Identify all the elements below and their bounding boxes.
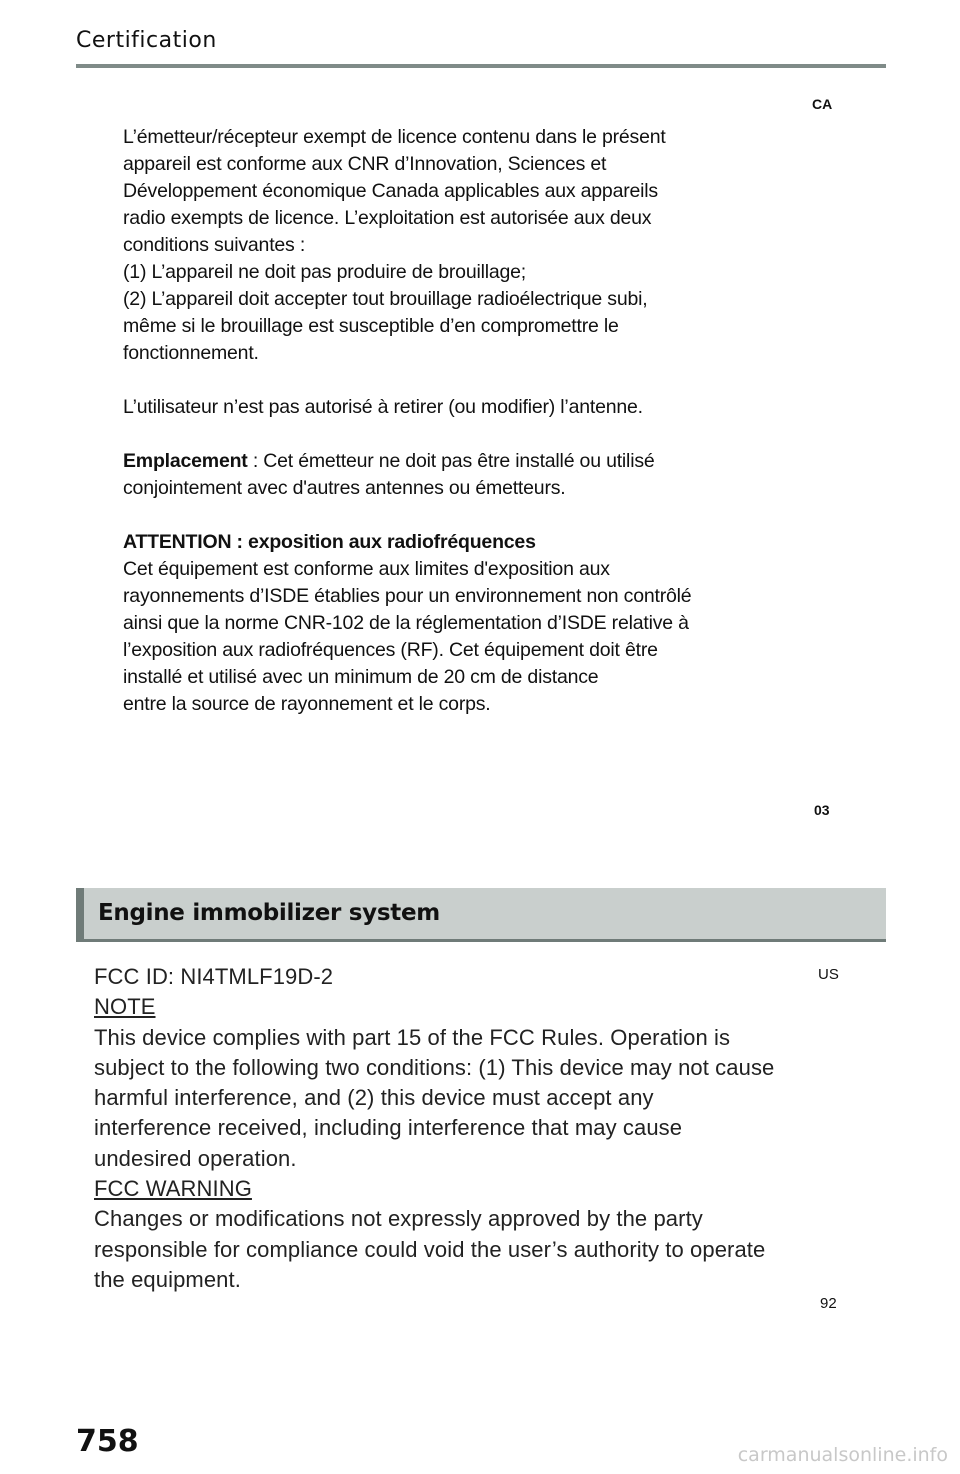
section-divider xyxy=(76,939,886,942)
notice-line: l’exposition aux radiofréquences (RF). Cet équipement doit être xyxy=(123,639,658,661)
notice-line: fonctionnement. xyxy=(123,342,259,364)
section-accent xyxy=(76,888,84,942)
attention-heading-text: ATTENTION : exposition aux radiofréquences xyxy=(123,531,536,553)
notice-line: L’émetteur/récepteur exempt de licence contenu dans le présent xyxy=(123,126,666,148)
placement-notice xyxy=(123,448,783,475)
header-divider xyxy=(76,64,886,68)
region-code-ca: CA xyxy=(812,96,833,112)
notice-line: responsible for compliance could void the user’s authority to operate xyxy=(94,1236,766,1262)
notice-line: (1) L’appareil ne doit pas produire de brouillage; xyxy=(123,261,527,283)
notice-line: ainsi que la norme CNR-102 de la réglementation d’ISDE relative à xyxy=(123,612,689,634)
page-header-title: Certification xyxy=(76,28,217,53)
notice-line: rayonnements d’ISDE établies pour un environnement non contrôlé xyxy=(123,585,692,607)
placement-label: Emplacement xyxy=(123,450,248,472)
attention-heading xyxy=(123,529,783,556)
notice-line: radio exempts de licence. L’exploitation est autorisée aux deux xyxy=(123,207,652,229)
notice-line: conditions suivantes : xyxy=(123,234,306,256)
notice-line: Cet équipement est conforme aux limites d'exposition aux xyxy=(123,558,610,580)
section-header xyxy=(76,888,886,942)
notice-line: the equipment. xyxy=(94,1266,241,1292)
notice-line: This device complies with part 15 of the FCC Rules. Operation is xyxy=(94,1024,731,1050)
notice-line: Changes or modifications not expressly approved by the party xyxy=(94,1206,703,1232)
label-code-03: 03 xyxy=(814,802,830,818)
notice-line: interference received, including interference that may cause xyxy=(94,1115,683,1141)
region-code-us: US xyxy=(818,966,839,983)
label-code-92: 92 xyxy=(820,1295,837,1312)
notice-line: harmful interference, and (2) this device must accept any xyxy=(94,1085,654,1111)
fcc-id: FCC ID: NI4TMLF19D-2 xyxy=(94,964,334,989)
notice-line: (2) L’appareil doit accepter tout brouillage radioélectrique subi, xyxy=(123,288,648,310)
watermark-text: carmanualsonline.info xyxy=(737,1444,948,1466)
french-certification-notice xyxy=(123,124,783,718)
placement-text: : Cet émetteur ne doit pas être installé ou utilisé xyxy=(247,450,655,472)
section-title: Engine immobilizer system xyxy=(98,900,440,926)
fcc-notice xyxy=(94,962,814,1295)
antenna-notice: L’utilisateur n’est pas autorisé à retirer (ou modifier) l’antenne. xyxy=(123,396,643,418)
notice-line: installé et utilisé avec un minimum de 20 cm de distance xyxy=(123,666,599,688)
notice-line: même si le brouillage est susceptible d’en compromettre le xyxy=(123,315,619,337)
notice-line: subject to the following two conditions: (1) This device may not cause xyxy=(94,1054,775,1080)
notice-line: appareil est conforme aux CNR d’Innovation, Sciences et xyxy=(123,153,607,175)
page-number: 758 xyxy=(76,1424,139,1459)
notice-line: entre la source de rayonnement et le corps. xyxy=(123,693,491,715)
note-label: NOTE xyxy=(94,994,156,1020)
notice-line: conjointement avec d'autres antennes ou émetteurs. xyxy=(123,477,566,499)
notice-line: undesired operation. xyxy=(94,1145,297,1171)
notice-line: Développement économique Canada applicables aux appareils xyxy=(123,180,658,202)
fcc-warning-label: FCC WARNING xyxy=(94,1176,252,1202)
